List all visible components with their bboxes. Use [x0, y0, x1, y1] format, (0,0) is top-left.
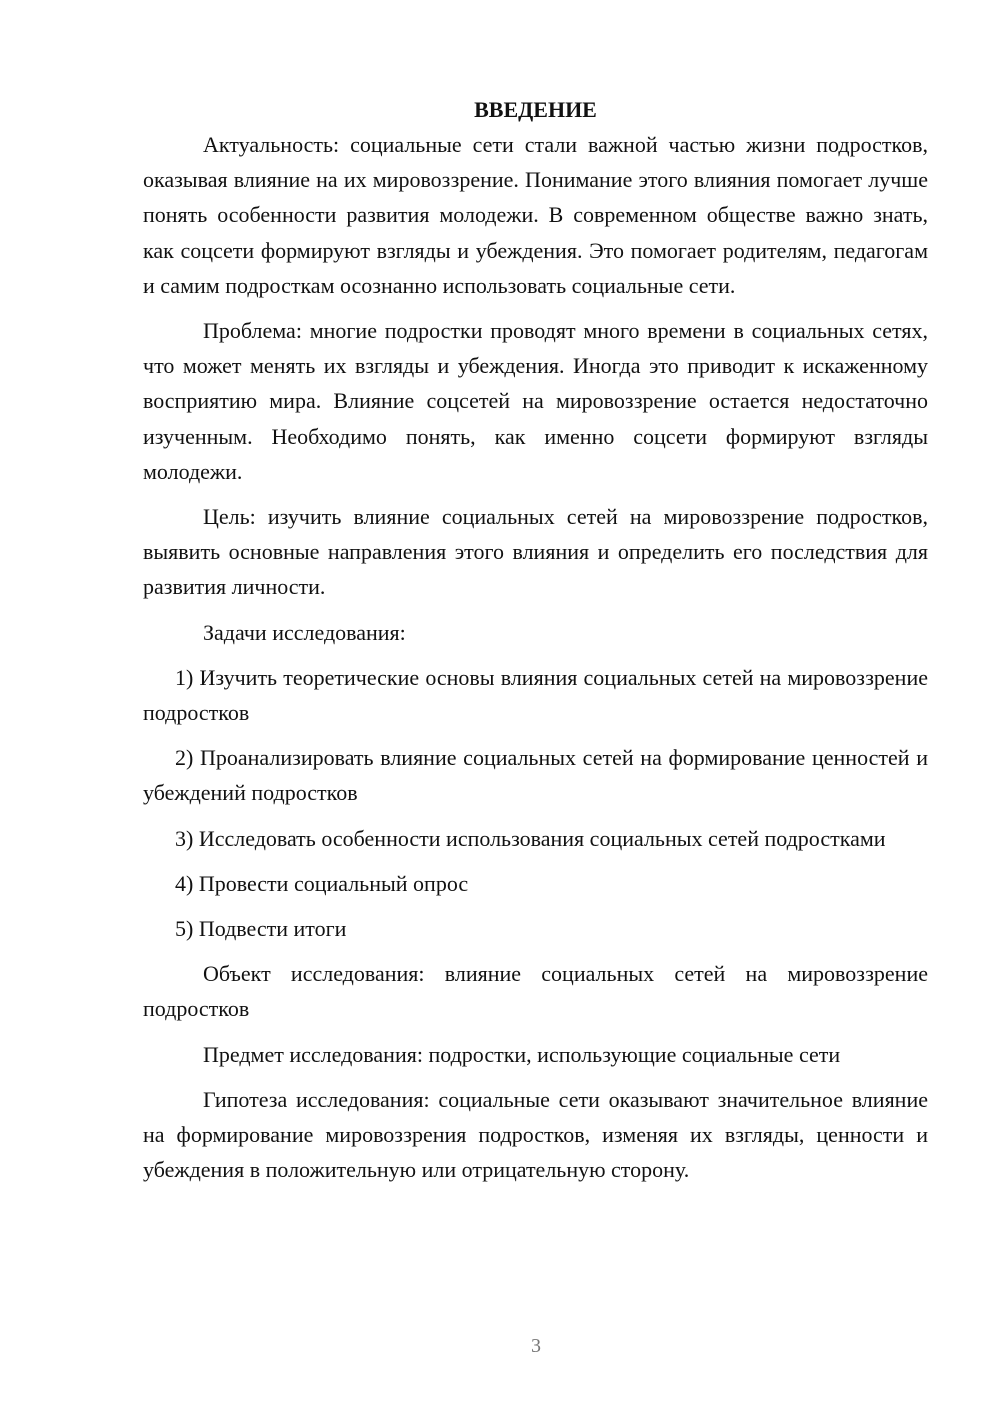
section-heading: ВВЕДЕНИЕ — [474, 97, 597, 122]
problem-paragraph: Проблема: многие подростки проводят много времени в социальных сетях, что может менять их взгляды и убеждения. Иногда это приводит к искаженному восприятию мира. Влияние соцсетей на мировоззрение остается недостаточно изученным. Необходимо понять, как именно соцсети формируют взгляды молодежи. — [143, 318, 928, 484]
task-item-1: 1) Изучить теоретические основы влияния социальных сетей на мировоззрение подростков — [143, 664, 928, 726]
page-content — [143, 92, 928, 1197]
task-item-3: 3) Исследовать особенности использования социальных сетей подростками — [175, 825, 886, 851]
relevance-paragraph: Актуальность: социальные сети стали важной частью жизни подростков, оказывая влияние на их мировоззрение. Понимание этого влияния помогает лучше понять особенности развития молодежи. В современном обществе важно знать, как соцсети формируют взгляды и убеждения. Это помогает родителям, педагогам и самим подросткам осознанно использовать социальные сети. — [143, 132, 928, 298]
goal-paragraph: Цель: изучить влияние социальных сетей на мировоззрение подростков, выявить основные направления этого влияния и определить его последствия для развития личности. — [143, 504, 928, 600]
task-item-5: 5) Подвести итоги — [175, 916, 347, 942]
object-paragraph: Объект исследования: влияние социальных сетей на мировоззрение подростков — [143, 961, 928, 1022]
hypothesis-paragraph: Гипотеза исследования: социальные сети оказывают значительное влияние на формирование мировоззрения подростков, изменяя их взгляды, ценности и убеждения в положительную или отрицательную сторону. — [143, 1086, 928, 1183]
tasks-title: Задачи исследования: — [203, 619, 406, 645]
subject-paragraph: Предмет исследования: подростки, использующие социальные сети — [203, 1041, 841, 1067]
task-item-4: 4) Провести социальный опрос — [175, 870, 469, 896]
task-item-2: 2) Проанализировать влияние социальных сетей на формирование ценностей и убеждений подростков — [143, 745, 928, 806]
page-number: 3 — [531, 1335, 541, 1357]
